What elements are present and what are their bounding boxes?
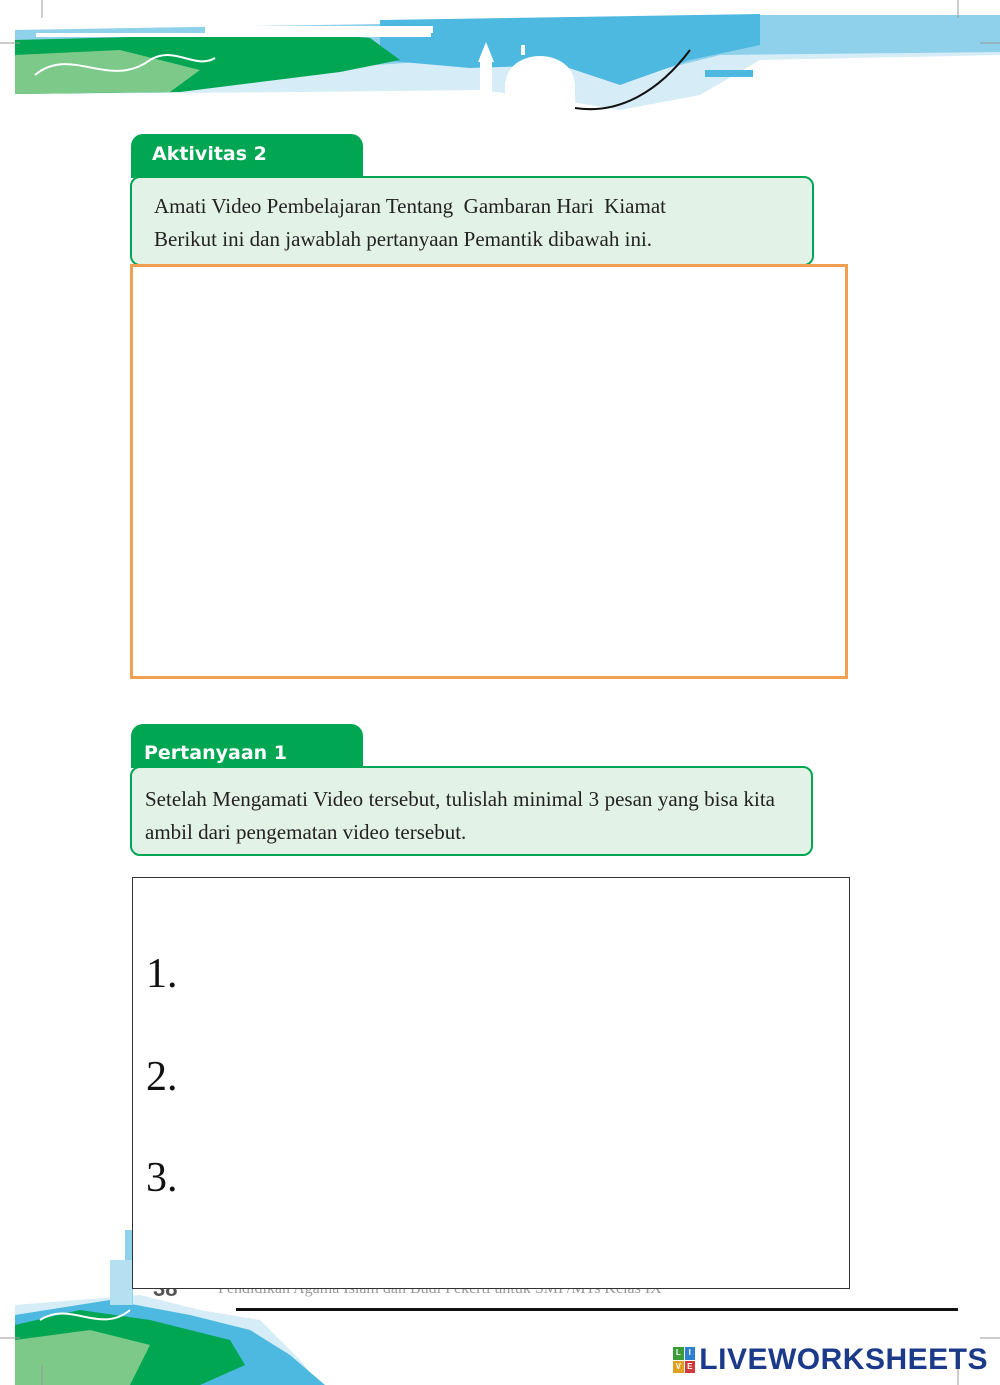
answer-number-1: 1. [146,951,178,997]
answer-number-3: 3. [146,1155,178,1201]
header-decoration [0,0,1000,120]
activity-tab-label: Aktivitas 2 [152,143,267,165]
video-embed-area[interactable] [130,264,848,679]
activity-tab [131,134,363,178]
liveworksheets-logo-icon: L I V E [673,1347,695,1373]
activity-instruction-line2: Berikut ini dan jawablah pertanyaan Pemantik dibawah ini. [154,227,653,251]
activity-instruction-line1: Amati Video Pembelajaran Tentang Gambaran Hari Kiamat [154,194,666,218]
activity-instruction-box [130,176,814,266]
footer-divider [236,1308,958,1311]
question-tab [131,724,363,768]
brand-name: LIVEWORKSHEETS [699,1343,988,1376]
question-text-box [130,766,813,856]
question-tab-label: Pertanyaan 1 [144,742,288,764]
liveworksheets-brand[interactable] [673,1343,988,1377]
answer-box[interactable] [132,877,850,1289]
answer-number-2: 2. [146,1054,178,1100]
question-text: Setelah Mengamati Video tersebut, tulislah minimal 3 pesan yang bisa kita ambil dari pengematan video tersebut. [145,787,775,844]
